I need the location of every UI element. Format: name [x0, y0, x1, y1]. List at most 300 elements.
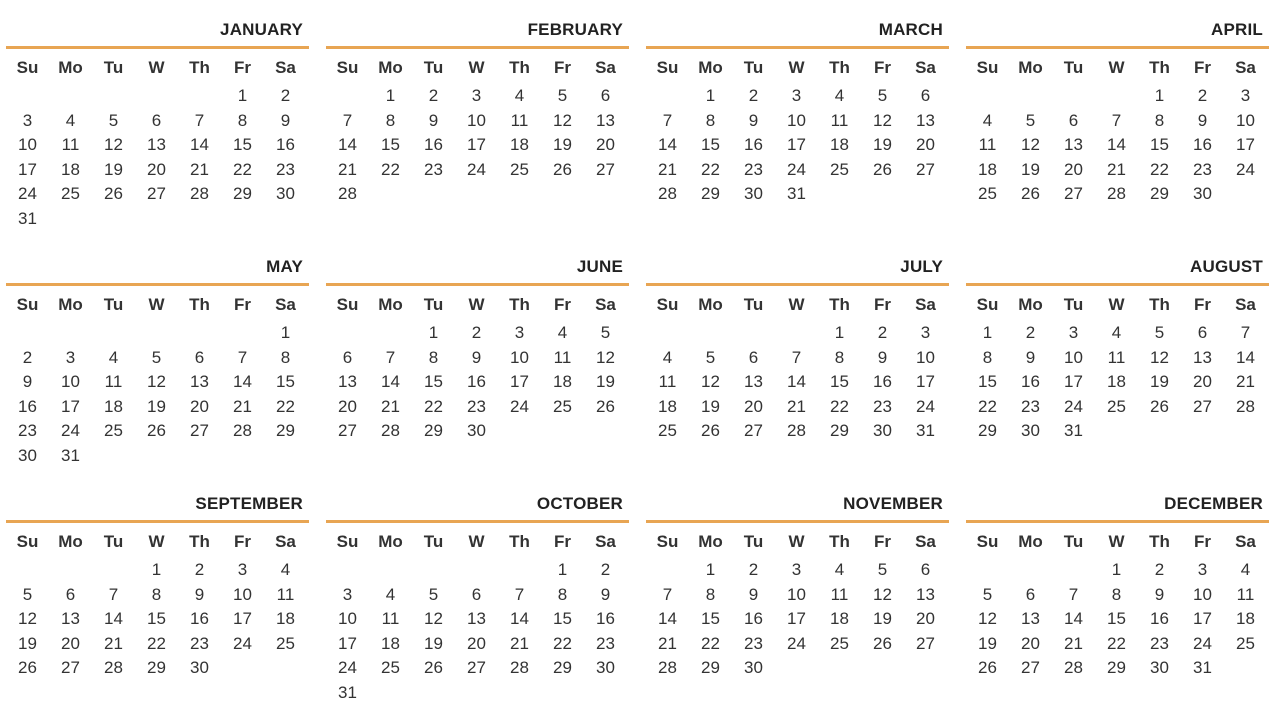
day-cell: 6	[600, 86, 611, 105]
day-cell: 22	[233, 159, 252, 179]
month-january	[6, 0, 309, 230]
day-cell: 9	[1197, 110, 1208, 130]
month-divider	[646, 520, 949, 523]
day-cell: 18	[1107, 372, 1126, 392]
month-divider	[646, 46, 949, 49]
day-cell	[455, 683, 498, 707]
day-cell: 4	[834, 560, 845, 579]
day-cell: 6	[471, 584, 482, 604]
day-cell	[1095, 421, 1138, 445]
day-cell: 7	[662, 110, 673, 130]
month-september	[6, 474, 309, 704]
day-cell: 26	[873, 159, 892, 179]
day-cell: 8	[982, 347, 993, 367]
day-cell: 5	[428, 584, 439, 604]
day-cell: 28	[1236, 396, 1255, 416]
day-cell: 19	[18, 633, 37, 653]
week-row	[6, 111, 309, 135]
weekday-label: W	[1108, 532, 1125, 551]
month-march	[646, 0, 949, 230]
day-cell: 12	[596, 347, 615, 367]
day-cell: 5	[877, 86, 888, 105]
day-cell: 23	[467, 396, 486, 416]
day-cell	[135, 446, 178, 470]
weekday-label: Fr	[234, 532, 251, 551]
day-cell	[221, 658, 264, 682]
day-cell: 3	[342, 584, 353, 604]
day-cell: 12	[147, 372, 166, 392]
day-cell: 3	[1197, 560, 1208, 579]
day-cell: 19	[553, 135, 572, 155]
day-cell: 14	[658, 609, 677, 629]
day-cell: 10	[18, 135, 37, 155]
day-cell: 23	[276, 159, 295, 179]
day-cell	[1009, 560, 1052, 584]
day-cell: 12	[873, 584, 892, 604]
day-cell: 9	[748, 110, 759, 130]
day-cell	[541, 184, 584, 208]
day-cell	[221, 209, 264, 233]
day-cell: 1	[834, 323, 845, 342]
week-row	[966, 86, 1269, 110]
day-cell	[178, 446, 221, 470]
day-cell: 6	[1068, 110, 1079, 130]
weekday-label: Sa	[915, 58, 936, 77]
day-cell	[861, 658, 904, 682]
day-cell: 7	[662, 584, 673, 604]
month-april	[966, 0, 1269, 230]
day-cell: 14	[1107, 135, 1126, 155]
day-cell: 21	[338, 159, 357, 179]
day-cell: 6	[65, 584, 76, 604]
day-cell: 20	[1021, 633, 1040, 653]
day-cell: 4	[557, 323, 568, 342]
day-cell: 6	[748, 347, 759, 367]
day-cell: 29	[276, 421, 295, 441]
weekday-label: Sa	[595, 295, 616, 314]
day-cell: 4	[280, 560, 291, 579]
day-cell: 16	[1150, 609, 1169, 629]
day-cell: 7	[514, 584, 525, 604]
day-cell: 16	[424, 135, 443, 155]
week-row	[646, 372, 949, 396]
day-cell: 9	[280, 110, 291, 130]
day-cell: 10	[1193, 584, 1212, 604]
weekday-label: Tu	[1063, 58, 1084, 77]
day-cell: 27	[1193, 396, 1212, 416]
month-december	[966, 474, 1269, 704]
week-row	[6, 348, 309, 372]
day-cell: 22	[701, 633, 720, 653]
weekday-label: Mo	[698, 295, 723, 314]
day-cell: 21	[104, 633, 123, 653]
day-cell: 17	[787, 609, 806, 629]
day-cell: 4	[514, 86, 525, 105]
week-row	[646, 658, 949, 682]
day-cell: 5	[600, 323, 611, 342]
day-cell	[221, 323, 264, 347]
weekday-label: Fr	[234, 295, 251, 314]
weekday-header	[326, 532, 629, 554]
day-cell: 28	[338, 184, 357, 204]
day-cell: 3	[22, 110, 33, 130]
day-cell: 12	[978, 609, 997, 629]
weekday-label: Sa	[275, 58, 296, 77]
weekday-label: Su	[656, 532, 679, 551]
weekday-label: Fr	[1194, 58, 1211, 77]
weekday-label: Tu	[103, 532, 124, 551]
day-cell: 30	[190, 658, 209, 678]
day-cell: 27	[916, 633, 935, 653]
weekday-label: W	[148, 295, 165, 314]
day-cell	[92, 446, 135, 470]
weekday-label: Mo	[58, 295, 83, 314]
day-cell	[6, 560, 49, 584]
day-cell: 13	[1193, 347, 1212, 367]
day-cell: 17	[1193, 609, 1212, 629]
day-cell: 17	[18, 159, 37, 179]
day-cell: 24	[787, 159, 806, 179]
day-cell: 7	[1240, 323, 1251, 342]
weekday-header	[966, 295, 1269, 317]
weekday-label: Sa	[1235, 58, 1256, 77]
day-cell: 14	[233, 372, 252, 392]
day-cell: 28	[1107, 184, 1126, 204]
week-row	[646, 135, 949, 159]
day-cell: 7	[1111, 110, 1122, 130]
day-cell: 28	[104, 658, 123, 678]
day-cell: 3	[471, 86, 482, 105]
day-cell	[92, 560, 135, 584]
week-row	[326, 348, 629, 372]
week-row	[326, 111, 629, 135]
day-cell	[92, 209, 135, 233]
day-cell: 3	[1240, 86, 1251, 105]
day-cell: 17	[1064, 372, 1083, 392]
day-cell: 12	[1150, 347, 1169, 367]
day-cell: 23	[424, 159, 443, 179]
day-cell: 15	[381, 135, 400, 155]
day-cell: 7	[237, 347, 248, 367]
day-cell: 8	[705, 584, 716, 604]
day-cell: 24	[510, 396, 529, 416]
weekday-label: Mo	[1018, 295, 1043, 314]
weekday-label: Tu	[103, 58, 124, 77]
day-cell: 4	[1240, 560, 1251, 579]
day-cell: 18	[61, 159, 80, 179]
day-cell: 25	[553, 396, 572, 416]
weekday-label: Tu	[423, 532, 444, 551]
month-divider	[326, 520, 629, 523]
day-cell: 14	[787, 372, 806, 392]
day-cell	[49, 323, 92, 347]
weekday-label: Tu	[423, 58, 444, 77]
day-cell: 26	[104, 184, 123, 204]
day-cell: 23	[1193, 159, 1212, 179]
month-divider	[6, 520, 309, 523]
day-cell: 7	[342, 110, 353, 130]
weekday-label: Mo	[378, 295, 403, 314]
day-cell	[326, 560, 369, 584]
day-cell: 8	[428, 347, 439, 367]
day-cell: 3	[514, 323, 525, 342]
day-cell	[904, 184, 947, 208]
day-cell: 2	[22, 347, 33, 367]
day-cell: 9	[877, 347, 888, 367]
day-cell: 18	[510, 135, 529, 155]
day-cell: 1	[151, 560, 162, 579]
week-row	[966, 372, 1269, 396]
day-cell: 24	[338, 658, 357, 678]
day-cell: 16	[1193, 135, 1212, 155]
day-cell	[326, 323, 369, 347]
week-row	[966, 135, 1269, 159]
weekday-label: Tu	[1063, 532, 1084, 551]
weekday-label: Fr	[554, 532, 571, 551]
weekday-label: W	[788, 532, 805, 551]
day-cell: 9	[471, 347, 482, 367]
day-cell	[775, 323, 818, 347]
day-cell: 8	[280, 347, 291, 367]
day-cell: 27	[596, 159, 615, 179]
day-cell: 22	[701, 159, 720, 179]
day-cell: 7	[1068, 584, 1079, 604]
day-cell: 12	[1021, 135, 1040, 155]
day-cell: 23	[1150, 633, 1169, 653]
day-cell: 5	[1154, 323, 1165, 342]
day-cell	[1224, 184, 1267, 208]
day-cell: 15	[701, 609, 720, 629]
day-cell: 26	[978, 658, 997, 678]
day-cell: 29	[701, 658, 720, 678]
day-cell: 23	[190, 633, 209, 653]
weekday-label: Sa	[595, 58, 616, 77]
day-cell	[135, 209, 178, 233]
weekday-label: Th	[509, 295, 530, 314]
day-cell: 1	[982, 323, 993, 342]
day-cell: 11	[1107, 347, 1126, 367]
weekday-label: Fr	[234, 58, 251, 77]
day-cell: 19	[873, 609, 892, 629]
day-cell: 21	[1064, 633, 1083, 653]
day-cell	[178, 209, 221, 233]
day-cell	[1095, 86, 1138, 110]
day-cell: 1	[705, 560, 716, 579]
week-row	[6, 634, 309, 658]
weekday-label: Sa	[595, 532, 616, 551]
day-cell: 24	[467, 159, 486, 179]
day-cell: 26	[147, 421, 166, 441]
weekday-label: Tu	[103, 295, 124, 314]
day-cell	[49, 560, 92, 584]
day-cell	[264, 209, 307, 233]
month-august	[966, 237, 1269, 467]
day-cell: 23	[873, 396, 892, 416]
day-cell: 10	[1236, 110, 1255, 130]
day-cell: 19	[596, 372, 615, 392]
day-cell	[966, 86, 1009, 110]
day-cell: 21	[658, 633, 677, 653]
month-title: APRIL	[1211, 20, 1263, 39]
day-cell: 26	[1021, 184, 1040, 204]
day-cell: 27	[190, 421, 209, 441]
day-cell: 16	[744, 135, 763, 155]
day-cell: 26	[424, 658, 443, 678]
day-cell: 10	[233, 584, 252, 604]
day-cell: 9	[428, 110, 439, 130]
day-cell	[498, 421, 541, 445]
day-cell: 8	[237, 110, 248, 130]
day-cell	[49, 86, 92, 110]
day-cell: 12	[701, 372, 720, 392]
week-row	[966, 348, 1269, 372]
day-cell: 23	[744, 633, 763, 653]
day-cell: 30	[18, 446, 37, 465]
week-row	[6, 446, 309, 470]
day-cell: 25	[830, 633, 849, 653]
day-cell: 7	[791, 347, 802, 367]
month-february	[326, 0, 629, 230]
day-cell: 11	[658, 372, 677, 392]
day-cell: 8	[705, 110, 716, 130]
day-cell: 4	[834, 86, 845, 105]
day-cell	[369, 184, 412, 208]
day-cell: 4	[662, 347, 673, 367]
day-cell: 13	[596, 110, 615, 130]
weekday-label: Su	[16, 58, 39, 77]
day-cell: 6	[920, 560, 931, 579]
day-cell: 24	[916, 396, 935, 416]
weekday-label: Tu	[743, 532, 764, 551]
day-cell: 26	[553, 159, 572, 179]
month-may	[6, 237, 309, 467]
weekday-label: Fr	[874, 295, 891, 314]
day-cell: 4	[1111, 323, 1122, 342]
weekday-label: Th	[1149, 58, 1170, 77]
day-cell: 29	[424, 421, 443, 441]
day-cell: 10	[916, 347, 935, 367]
day-cell: 31	[61, 446, 80, 465]
day-cell: 28	[658, 184, 677, 204]
week-row	[966, 323, 1269, 347]
week-row	[326, 683, 629, 707]
day-cell: 16	[744, 609, 763, 629]
weekday-label: Fr	[874, 532, 891, 551]
day-cell	[861, 184, 904, 208]
day-cell: 30	[596, 658, 615, 678]
day-cell: 29	[553, 658, 572, 678]
day-cell: 5	[151, 347, 162, 367]
month-divider	[6, 46, 309, 49]
week-row	[6, 135, 309, 159]
day-cell: 19	[978, 633, 997, 653]
day-cell: 13	[916, 584, 935, 604]
week-row	[966, 184, 1269, 208]
day-cell: 21	[658, 159, 677, 179]
week-row	[646, 585, 949, 609]
week-row	[966, 609, 1269, 633]
day-cell: 9	[1154, 584, 1165, 604]
day-cell: 12	[424, 609, 443, 629]
day-cell: 21	[1107, 159, 1126, 179]
day-cell: 25	[276, 633, 295, 653]
day-cell: 21	[233, 396, 252, 416]
day-cell: 28	[233, 421, 252, 441]
day-cell: 8	[1111, 584, 1122, 604]
day-cell: 24	[1064, 396, 1083, 416]
weekday-header	[646, 532, 949, 554]
weekday-label: Fr	[874, 58, 891, 77]
weekday-label: Th	[189, 532, 210, 551]
day-cell: 6	[342, 347, 353, 367]
day-cell: 11	[61, 135, 80, 155]
weekday-label: Mo	[698, 58, 723, 77]
weekday-label: Th	[1149, 532, 1170, 551]
day-cell: 27	[1021, 658, 1040, 678]
week-row	[6, 658, 309, 682]
day-cell: 28	[1064, 658, 1083, 678]
day-cell	[1009, 86, 1052, 110]
weekday-label: Su	[336, 295, 359, 314]
day-cell: 21	[1236, 372, 1255, 392]
day-cell: 5	[705, 347, 716, 367]
day-cell	[264, 658, 307, 682]
day-cell: 20	[338, 396, 357, 416]
weekday-label: Sa	[275, 295, 296, 314]
day-cell: 18	[381, 633, 400, 653]
day-cell: 21	[381, 396, 400, 416]
day-cell	[412, 683, 455, 707]
month-title: OCTOBER	[536, 494, 623, 513]
day-cell: 13	[147, 135, 166, 155]
day-cell: 1	[385, 86, 396, 105]
month-title: NOVEMBER	[843, 494, 943, 513]
day-cell: 12	[18, 609, 37, 629]
day-cell	[178, 323, 221, 347]
weekday-header	[646, 295, 949, 317]
day-cell: 6	[1025, 584, 1036, 604]
day-cell: 20	[61, 633, 80, 653]
weekday-label: Su	[656, 295, 679, 314]
weekday-label: Mo	[1018, 58, 1043, 77]
weekday-label: Tu	[423, 295, 444, 314]
day-cell: 14	[1236, 347, 1255, 367]
month-june	[326, 237, 629, 467]
day-cell: 25	[830, 159, 849, 179]
day-cell: 1	[1154, 86, 1165, 105]
day-cell	[689, 323, 732, 347]
day-cell: 28	[381, 421, 400, 441]
day-cell	[135, 86, 178, 110]
day-cell: 11	[830, 110, 849, 130]
month-november	[646, 474, 949, 704]
day-cell: 19	[104, 159, 123, 179]
day-cell: 18	[658, 396, 677, 416]
day-cell: 4	[65, 110, 76, 130]
day-cell: 19	[424, 633, 443, 653]
weekday-label: Th	[829, 532, 850, 551]
day-cell: 17	[338, 633, 357, 653]
week-row	[966, 111, 1269, 135]
month-title: MAY	[266, 257, 303, 276]
week-row	[326, 609, 629, 633]
day-cell: 9	[748, 584, 759, 604]
day-cell: 30	[744, 658, 763, 678]
day-cell: 4	[982, 110, 993, 130]
day-cell: 10	[338, 609, 357, 629]
weekday-label: Fr	[1194, 295, 1211, 314]
day-cell: 18	[553, 372, 572, 392]
